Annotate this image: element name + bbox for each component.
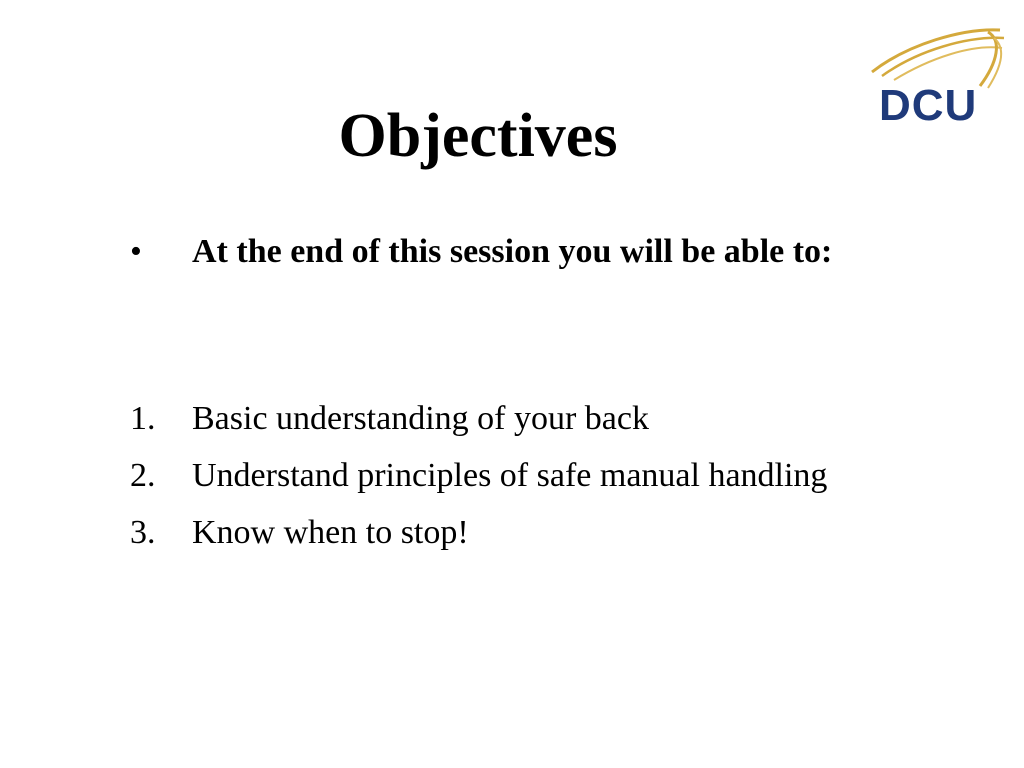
- list-item: [130, 504, 1010, 561]
- list-item-text: Understand principles of safe manual handling: [192, 457, 828, 494]
- list-item: [130, 447, 1010, 504]
- intro-bullet: [130, 228, 910, 276]
- intro-text: At the end of this session you will be able to:: [192, 233, 833, 270]
- list-item-text: Know when to stop!: [192, 514, 469, 551]
- objectives-list: [130, 390, 1010, 561]
- list-number: 2.: [130, 457, 156, 494]
- list-number: 1.: [130, 400, 156, 437]
- logo-text: DCU: [879, 81, 978, 130]
- slide-title: Objectives: [338, 102, 618, 170]
- bullet-icon: •: [130, 233, 142, 270]
- list-item-text: Basic understanding of your back: [192, 400, 649, 437]
- list-number: 3.: [130, 514, 156, 551]
- list-item: [130, 390, 1010, 447]
